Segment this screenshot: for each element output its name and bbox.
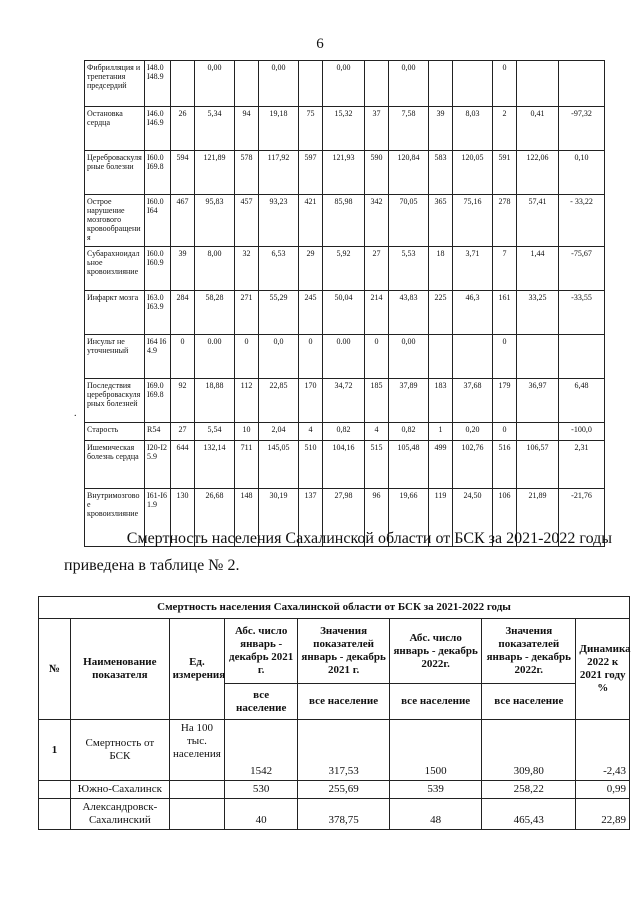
value-cell: 0 (493, 335, 517, 379)
value-cell: 145,05 (259, 441, 299, 489)
row-unit (169, 781, 225, 799)
table-caption: Смертность населения Сахалинской области от БСК за 2021-2022 годы (39, 597, 630, 619)
value-cell (559, 61, 605, 107)
value-cell: 15,32 (323, 107, 365, 151)
value-cell: 58,28 (195, 291, 235, 335)
value-cell: 214 (365, 291, 389, 335)
table-row (85, 247, 605, 291)
subheader-all-population: все население (390, 684, 482, 720)
value-cell: 0 (235, 335, 259, 379)
cause-name: Субарахноидальное кровоизлияние (85, 247, 145, 291)
row-unit (169, 799, 225, 830)
value-cell: 18,88 (195, 379, 235, 423)
value-cell: 24,50 (453, 489, 493, 547)
value-cell: 6,48 (559, 379, 605, 423)
value-cell: 130 (171, 489, 195, 547)
value-cell: 185 (365, 379, 389, 423)
value-cell: 46,3 (453, 291, 493, 335)
value-cell (517, 335, 559, 379)
icd-code: I46.0 I46.9 (145, 107, 171, 151)
value-cell: -100,0 (559, 423, 605, 441)
value-cell (429, 61, 453, 107)
row-dynamics: 0,99 (576, 781, 630, 799)
table-row (85, 379, 605, 423)
cause-name: Фибрилляция и трепетания предсердий (85, 61, 145, 107)
header-values-2021: Значения показателей январь - декабрь 2021 г. (298, 619, 390, 684)
value-cell (453, 335, 493, 379)
value-cell: 106,57 (517, 441, 559, 489)
value-cell: 4 (299, 423, 323, 441)
page-number: 6 (316, 36, 324, 52)
value-cell: 5,53 (389, 247, 429, 291)
value-cell: 121,89 (195, 151, 235, 195)
value-cell: 36,97 (517, 379, 559, 423)
cause-name: Остановка сердца (85, 107, 145, 151)
value-cell: 578 (235, 151, 259, 195)
value-cell: 85,98 (323, 195, 365, 247)
icd-code: I60.0 I60.9 (145, 247, 171, 291)
value-cell: -33,55 (559, 291, 605, 335)
row-abs-2022: 48 (390, 799, 482, 830)
subheader-all-population: все население (482, 684, 576, 720)
value-cell: 10 (235, 423, 259, 441)
row-number (39, 781, 71, 799)
value-cell (171, 61, 195, 107)
value-cell: 29 (299, 247, 323, 291)
value-cell: 0,20 (453, 423, 493, 441)
value-cell: 0,00 (389, 335, 429, 379)
value-cell: 179 (493, 379, 517, 423)
icd-code: I48.0 I48.9 (145, 61, 171, 107)
stray-mark: . (74, 408, 77, 419)
value-cell: 37,89 (389, 379, 429, 423)
value-cell: 515 (365, 441, 389, 489)
value-cell: 27,98 (323, 489, 365, 547)
header-abs-2021: Абс. число январь - декабрь 2021 г. (225, 619, 298, 684)
value-cell: - 33,22 (559, 195, 605, 247)
value-cell: 0,82 (389, 423, 429, 441)
value-cell (453, 61, 493, 107)
value-cell: 43,83 (389, 291, 429, 335)
value-cell: 170 (299, 379, 323, 423)
value-cell: 50,04 (323, 291, 365, 335)
header-abs-2022: Абс. число январь - декабрь 2022г. (390, 619, 482, 684)
value-cell: 18 (429, 247, 453, 291)
value-cell: 2,31 (559, 441, 605, 489)
value-cell (299, 61, 323, 107)
value-cell: 75,16 (453, 195, 493, 247)
value-cell: 7 (493, 247, 517, 291)
cause-name: Инсульт не уточненный (85, 335, 145, 379)
row-value-2021: 378,75 (298, 799, 390, 830)
value-cell: 112 (235, 379, 259, 423)
icd-code: I20-I25.9 (145, 441, 171, 489)
value-cell: 32 (235, 247, 259, 291)
row-abs-2021: 1542 (225, 720, 298, 781)
value-cell: 644 (171, 441, 195, 489)
value-cell: 19,18 (259, 107, 299, 151)
value-cell: 597 (299, 151, 323, 195)
value-cell: 39 (171, 247, 195, 291)
table-row (39, 799, 630, 830)
value-cell: 0,82 (323, 423, 365, 441)
value-cell: 122,06 (517, 151, 559, 195)
icd-code: I64 I64.9 (145, 335, 171, 379)
value-cell: 120,05 (453, 151, 493, 195)
value-cell: 284 (171, 291, 195, 335)
row-value-2021: 317,53 (298, 720, 390, 781)
value-cell: 510 (299, 441, 323, 489)
value-cell: 92 (171, 379, 195, 423)
value-cell: 4 (365, 423, 389, 441)
subheader-all-population: все население (298, 684, 390, 720)
value-cell: 37 (365, 107, 389, 151)
value-cell: 27 (171, 423, 195, 441)
row-dynamics: -2,43 (576, 720, 630, 781)
header-name: Наименование показателя (71, 619, 169, 720)
value-cell: 365 (429, 195, 453, 247)
value-cell: 2,04 (259, 423, 299, 441)
value-cell: 0,00 (323, 61, 365, 107)
value-cell: 19,66 (389, 489, 429, 547)
value-cell: 0 (299, 335, 323, 379)
value-cell: 55,29 (259, 291, 299, 335)
row-dynamics: 22,89 (576, 799, 630, 830)
value-cell: 119 (429, 489, 453, 547)
subheader-all-population: все население (225, 684, 298, 720)
value-cell: 225 (429, 291, 453, 335)
cause-name: Старость (85, 423, 145, 441)
value-cell: 93,23 (259, 195, 299, 247)
table-row (85, 151, 605, 195)
value-cell: 0,0 (259, 335, 299, 379)
value-cell: 22,85 (259, 379, 299, 423)
value-cell: 590 (365, 151, 389, 195)
value-cell: 591 (493, 151, 517, 195)
bsk-mortality-table (38, 596, 630, 830)
value-cell: 0 (365, 335, 389, 379)
value-cell: 583 (429, 151, 453, 195)
row-name: Южно-Сахалинск (71, 781, 169, 799)
value-cell: 8,00 (195, 247, 235, 291)
value-cell: 1,44 (517, 247, 559, 291)
value-cell: 33,25 (517, 291, 559, 335)
row-value-2022: 258,22 (482, 781, 576, 799)
value-cell: 342 (365, 195, 389, 247)
value-cell: 0.00 (323, 335, 365, 379)
cause-name: Внутримозговое кровоизлияние (85, 489, 145, 547)
icd-code: I60.0 I64 (145, 195, 171, 247)
value-cell: 7,58 (389, 107, 429, 151)
value-cell: 278 (493, 195, 517, 247)
value-cell (429, 335, 453, 379)
table-row (85, 195, 605, 247)
value-cell: 0,00 (389, 61, 429, 107)
value-cell: 499 (429, 441, 453, 489)
header-unit: Ед. измерения (169, 619, 225, 720)
value-cell: -75,67 (559, 247, 605, 291)
value-cell: -21,76 (559, 489, 605, 547)
row-abs-2021: 40 (225, 799, 298, 830)
value-cell: 5,34 (195, 107, 235, 151)
table-row (85, 441, 605, 489)
value-cell: 102,76 (453, 441, 493, 489)
value-cell: 0 (493, 423, 517, 441)
row-abs-2022: 1500 (390, 720, 482, 781)
row-number (39, 799, 71, 830)
value-cell: 121,93 (323, 151, 365, 195)
value-cell (365, 61, 389, 107)
value-cell: 271 (235, 291, 259, 335)
value-cell: 457 (235, 195, 259, 247)
table-row (85, 107, 605, 151)
value-cell: 148 (235, 489, 259, 547)
value-cell: 245 (299, 291, 323, 335)
row-abs-2021: 530 (225, 781, 298, 799)
header-values-2022: Значения показателей январь - декабрь 2022г. (482, 619, 576, 684)
value-cell: 96 (365, 489, 389, 547)
value-cell: 105,48 (389, 441, 429, 489)
cause-name: Острое нарушение мозгового кровообращения (85, 195, 145, 247)
value-cell: 104,16 (323, 441, 365, 489)
header-number: № (39, 619, 71, 720)
row-value-2022: 309,80 (482, 720, 576, 781)
value-cell: 711 (235, 441, 259, 489)
intro-line-2: приведена в таблице № 2. (64, 557, 240, 574)
value-cell: 21,89 (517, 489, 559, 547)
value-cell: 95,83 (195, 195, 235, 247)
value-cell: 132,14 (195, 441, 235, 489)
value-cell (235, 61, 259, 107)
value-cell: 0.00 (195, 335, 235, 379)
icd-code: I63.0 I63.9 (145, 291, 171, 335)
value-cell: 3,71 (453, 247, 493, 291)
row-value-2022: 465,43 (482, 799, 576, 830)
row-abs-2022: 539 (390, 781, 482, 799)
value-cell: 117,92 (259, 151, 299, 195)
table-row (85, 423, 605, 441)
cause-name: Последствия цереброваскулярных болезней (85, 379, 145, 423)
value-cell: 137 (299, 489, 323, 547)
value-cell: 75 (299, 107, 323, 151)
value-cell: 5,92 (323, 247, 365, 291)
intro-line-1: Смертность населения Сахалинской области от БСК за 2021-2022 годы (126, 530, 612, 547)
table-row (85, 335, 605, 379)
value-cell: 0,41 (517, 107, 559, 151)
value-cell (517, 423, 559, 441)
row-unit: На 100 тыс. населения (169, 720, 225, 781)
value-cell: 70,05 (389, 195, 429, 247)
value-cell: 37,68 (453, 379, 493, 423)
value-cell: 30,19 (259, 489, 299, 547)
value-cell: 183 (429, 379, 453, 423)
row-name: Александровск-Сахалинский (71, 799, 169, 830)
value-cell: 1 (429, 423, 453, 441)
value-cell: 106 (493, 489, 517, 547)
value-cell: 27 (365, 247, 389, 291)
value-cell: 2 (493, 107, 517, 151)
value-cell: 26,68 (195, 489, 235, 547)
value-cell: 8,03 (453, 107, 493, 151)
value-cell: 39 (429, 107, 453, 151)
cause-name: Цереброваскулярные болезни (85, 151, 145, 195)
value-cell: 161 (493, 291, 517, 335)
icd-code: R54 (145, 423, 171, 441)
value-cell: 0 (493, 61, 517, 107)
cause-name: Инфаркт мозга (85, 291, 145, 335)
value-cell: 516 (493, 441, 517, 489)
icd-code: I60.0 I69.8 (145, 151, 171, 195)
value-cell: 0,00 (259, 61, 299, 107)
value-cell: 26 (171, 107, 195, 151)
row-name: Смертность от БСК (71, 720, 169, 781)
value-cell: 0,10 (559, 151, 605, 195)
value-cell: 6,53 (259, 247, 299, 291)
value-cell: 467 (171, 195, 195, 247)
value-cell: -97,32 (559, 107, 605, 151)
value-cell: 120,84 (389, 151, 429, 195)
value-cell: 94 (235, 107, 259, 151)
table-row (39, 781, 630, 799)
row-value-2021: 255,69 (298, 781, 390, 799)
value-cell (517, 61, 559, 107)
icd-code: I61-I61.9 (145, 489, 171, 547)
value-cell: 421 (299, 195, 323, 247)
value-cell: 0 (171, 335, 195, 379)
table-row (85, 61, 605, 107)
value-cell (559, 335, 605, 379)
mortality-causes-table (84, 60, 605, 547)
header-dynamics: Динамика 2022 к 2021 году % (576, 619, 630, 720)
value-cell: 0,00 (195, 61, 235, 107)
table-row (85, 291, 605, 335)
value-cell: 57,41 (517, 195, 559, 247)
value-cell: 594 (171, 151, 195, 195)
table-row (39, 720, 630, 781)
row-number: 1 (39, 720, 71, 781)
icd-code: I69.0 I69.8 (145, 379, 171, 423)
value-cell: 34,72 (323, 379, 365, 423)
cause-name: Ишемическая болезнь сердца (85, 441, 145, 489)
value-cell: 5,54 (195, 423, 235, 441)
